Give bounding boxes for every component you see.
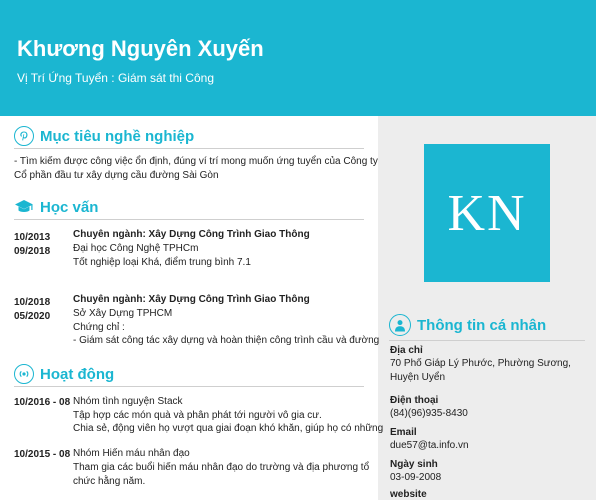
activity-2-name: Nhóm Hiến máu nhân đạo (73, 448, 190, 459)
activity-2-period: 10/2015 - 08 (14, 449, 71, 460)
activity-1-period: 10/2016 - 08 (14, 397, 71, 408)
phone-value: (84)(96)935-8430 (390, 408, 468, 419)
birthday-value: 03-09-2008 (390, 472, 442, 483)
resume-header (0, 0, 596, 116)
pinterest-icon (14, 126, 34, 146)
activity-2-line-2: chức hằng năm. (73, 476, 146, 487)
education-title: Học vấn (40, 198, 99, 216)
education-1-major: Chuyên ngành: Xây Dựng Công Trình Giao Thông (73, 229, 310, 240)
phone-label: Điện thoại (390, 395, 439, 406)
divider (389, 340, 585, 341)
objective-line-1: - Tìm kiếm được công việc ổn định, đúng ví trí mong muốn ứng tuyển của Công ty (14, 156, 378, 167)
activity-1-name: Nhóm tình nguyện Stack (73, 396, 183, 407)
website-label: website (390, 489, 427, 500)
activities-title: Hoạt động (40, 365, 115, 383)
divider (14, 219, 364, 220)
education-1-from: 10/2013 (14, 232, 51, 243)
broadcast-icon (14, 364, 34, 384)
graduation-cap-icon (14, 197, 34, 217)
education-2-detail-2: - Giám sát công tác xây dựng và hoàn thiện công trình cầu và đường (73, 335, 380, 346)
education-1-school: Đại học Công Nghệ TPHCm (73, 243, 199, 254)
education-1-detail: Tốt nghiệp loại Khá, điểm trung bình 7.1 (73, 257, 251, 268)
objective-line-2: Cổ phần đầu tư xây dựng cầu đường Sài Gòn (14, 170, 219, 181)
education-2-from: 10/2018 (14, 297, 51, 308)
applied-position: Vị Trí Ứng Tuyển : Giám sát thi Công (17, 71, 214, 85)
education-2-major: Chuyên ngành: Xây Dựng Công Trình Giao Thông (73, 294, 310, 305)
avatar (424, 144, 550, 282)
personal-info-section-header (389, 314, 546, 336)
education-2-detail-1: Chứng chỉ : (73, 322, 125, 333)
email-label: Email (390, 427, 417, 438)
activity-1-line-2: Chia sẻ, động viên họ vượt qua giai đoạn khó khăn, giúp họ có những (73, 423, 384, 434)
education-section-header (14, 197, 98, 217)
address-value-line-2: Huyện Uyển (390, 372, 446, 383)
email-value: due57@ta.info.vn (390, 440, 469, 451)
divider (14, 148, 364, 149)
education-1-to: 09/2018 (14, 246, 51, 257)
divider (14, 386, 364, 387)
personal-info-title: Thông tin cá nhân (417, 316, 547, 334)
address-value-line-1: 70 Phố Giáp Lý Phước, Phường Sương, (390, 358, 571, 369)
objective-section-header (14, 126, 194, 146)
activities-section-header (14, 364, 114, 384)
avatar-initials: KN (447, 184, 527, 242)
education-2-to: 05/2020 (14, 311, 51, 322)
birthday-label: Ngày sinh (390, 459, 438, 470)
user-icon (389, 314, 411, 336)
candidate-name: Khương Nguyên Xuyến (17, 36, 264, 61)
activity-2-line-1: Tham gia các buổi hiến máu nhân đạo do trường và địa phương tổ (73, 462, 370, 473)
address-label: Địa chỉ (390, 345, 423, 356)
objective-title: Mục tiêu nghề nghiệp (40, 127, 195, 145)
education-2-school: Sở Xây Dựng TPHCM (73, 308, 173, 319)
activity-1-line-1: Tập hợp các món quà và phân phát tới người vô gia cư. (73, 410, 322, 421)
